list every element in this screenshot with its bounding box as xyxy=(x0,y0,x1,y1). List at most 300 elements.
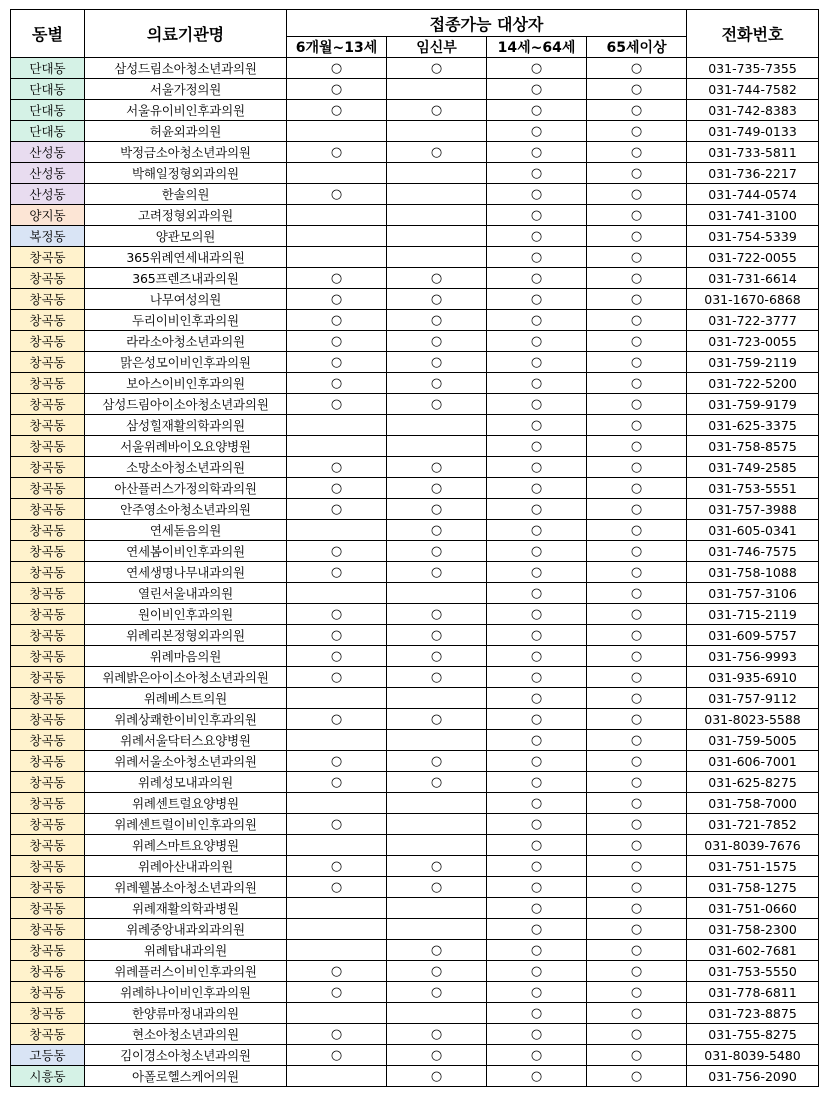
cell-eligibility-4 xyxy=(587,814,687,835)
cell-eligibility-4 xyxy=(587,646,687,667)
header-institution: 의료기관명 xyxy=(85,10,287,58)
cell-eligibility-2 xyxy=(387,667,487,688)
table-row xyxy=(11,835,819,856)
cell-eligibility-4 xyxy=(587,856,687,877)
circle-mark-icon: ○ xyxy=(530,271,543,286)
circle-mark-icon: ○ xyxy=(630,985,643,1000)
circle-mark-icon: ○ xyxy=(430,271,443,286)
cell-dong: 복정동 xyxy=(11,226,85,247)
cell-institution-name: 서울가정의원 xyxy=(85,79,287,100)
circle-mark-icon: ○ xyxy=(630,649,643,664)
cell-eligibility-4 xyxy=(587,604,687,625)
cell-eligibility-4 xyxy=(587,1003,687,1024)
cell-phone: 031-757-3988 xyxy=(687,499,819,520)
cell-dong: 창곡동 xyxy=(11,772,85,793)
cell-phone: 031-744-0574 xyxy=(687,184,819,205)
circle-mark-icon: ○ xyxy=(530,376,543,391)
circle-mark-icon: ○ xyxy=(530,565,543,580)
cell-dong: 단대동 xyxy=(11,79,85,100)
cell-dong: 창곡동 xyxy=(11,1024,85,1045)
cell-eligibility-4 xyxy=(587,667,687,688)
cell-phone: 031-759-5005 xyxy=(687,730,819,751)
cell-dong: 창곡동 xyxy=(11,625,85,646)
cell-eligibility-2 xyxy=(387,436,487,457)
circle-mark-icon: ○ xyxy=(530,901,543,916)
header-age-14-64: 14세~64세 xyxy=(487,37,587,58)
cell-phone: 031-749-2585 xyxy=(687,457,819,478)
table-row xyxy=(11,457,819,478)
circle-mark-icon: ○ xyxy=(630,733,643,748)
cell-institution-name: 위례탑내과의원 xyxy=(85,940,287,961)
circle-mark-icon: ○ xyxy=(630,943,643,958)
cell-eligibility-3 xyxy=(487,541,587,562)
cell-phone: 031-758-7000 xyxy=(687,793,819,814)
cell-eligibility-4 xyxy=(587,163,687,184)
cell-eligibility-2 xyxy=(387,835,487,856)
cell-dong: 창곡동 xyxy=(11,709,85,730)
circle-mark-icon: ○ xyxy=(530,1069,543,1084)
table-row xyxy=(11,1066,819,1087)
table-row xyxy=(11,415,819,436)
cell-eligibility-2 xyxy=(387,856,487,877)
circle-mark-icon: ○ xyxy=(430,103,443,118)
cell-eligibility-2 xyxy=(387,268,487,289)
circle-mark-icon: ○ xyxy=(630,1006,643,1021)
circle-mark-icon: ○ xyxy=(330,1027,343,1042)
cell-eligibility-4 xyxy=(587,310,687,331)
cell-eligibility-3 xyxy=(487,667,587,688)
cell-eligibility-4 xyxy=(587,247,687,268)
cell-eligibility-2 xyxy=(387,709,487,730)
cell-eligibility-1 xyxy=(287,856,387,877)
cell-institution-name: 서울위례바이오요양병원 xyxy=(85,436,287,457)
cell-dong: 창곡동 xyxy=(11,814,85,835)
cell-eligibility-1 xyxy=(287,142,387,163)
cell-eligibility-3 xyxy=(487,289,587,310)
circle-mark-icon: ○ xyxy=(630,418,643,433)
cell-eligibility-4 xyxy=(587,982,687,1003)
table-row xyxy=(11,121,819,142)
table-row xyxy=(11,436,819,457)
cell-phone: 031-759-9179 xyxy=(687,394,819,415)
circle-mark-icon: ○ xyxy=(430,355,443,370)
cell-eligibility-4 xyxy=(587,541,687,562)
cell-eligibility-2 xyxy=(387,121,487,142)
table-row xyxy=(11,289,819,310)
cell-dong: 창곡동 xyxy=(11,919,85,940)
cell-eligibility-1 xyxy=(287,100,387,121)
cell-dong: 창곡동 xyxy=(11,898,85,919)
cell-institution-name: 위례리본정형외과의원 xyxy=(85,625,287,646)
cell-eligibility-3 xyxy=(487,1003,587,1024)
cell-phone: 031-723-8875 xyxy=(687,1003,819,1024)
cell-eligibility-1 xyxy=(287,961,387,982)
cell-eligibility-1 xyxy=(287,688,387,709)
circle-mark-icon: ○ xyxy=(630,376,643,391)
cell-phone: 031-757-3106 xyxy=(687,583,819,604)
circle-mark-icon: ○ xyxy=(530,817,543,832)
cell-phone: 031-722-3777 xyxy=(687,310,819,331)
cell-eligibility-3 xyxy=(487,310,587,331)
cell-eligibility-3 xyxy=(487,499,587,520)
circle-mark-icon: ○ xyxy=(430,1048,443,1063)
cell-eligibility-2 xyxy=(387,646,487,667)
circle-mark-icon: ○ xyxy=(530,964,543,979)
cell-eligibility-2 xyxy=(387,457,487,478)
cell-eligibility-4 xyxy=(587,352,687,373)
cell-dong: 창곡동 xyxy=(11,247,85,268)
cell-eligibility-1 xyxy=(287,205,387,226)
circle-mark-icon: ○ xyxy=(530,124,543,139)
cell-eligibility-1 xyxy=(287,499,387,520)
cell-phone: 031-757-9112 xyxy=(687,688,819,709)
cell-eligibility-3 xyxy=(487,814,587,835)
cell-institution-name: 위례서울소아청소년과의원 xyxy=(85,751,287,772)
circle-mark-icon: ○ xyxy=(630,796,643,811)
cell-institution-name: 한양류마정내과의원 xyxy=(85,1003,287,1024)
cell-eligibility-3 xyxy=(487,373,587,394)
cell-phone: 031-758-1275 xyxy=(687,877,819,898)
cell-eligibility-2 xyxy=(387,310,487,331)
cell-eligibility-2 xyxy=(387,352,487,373)
circle-mark-icon: ○ xyxy=(630,607,643,622)
circle-mark-icon: ○ xyxy=(530,313,543,328)
cell-dong: 창곡동 xyxy=(11,331,85,352)
table-row xyxy=(11,961,819,982)
circle-mark-icon: ○ xyxy=(630,397,643,412)
circle-mark-icon: ○ xyxy=(530,670,543,685)
circle-mark-icon: ○ xyxy=(530,712,543,727)
cell-institution-name: 위례하나이비인후과의원 xyxy=(85,982,287,1003)
cell-eligibility-4 xyxy=(587,373,687,394)
cell-dong: 창곡동 xyxy=(11,961,85,982)
cell-phone: 031-722-0055 xyxy=(687,247,819,268)
circle-mark-icon: ○ xyxy=(530,1027,543,1042)
cell-phone: 031-758-8575 xyxy=(687,436,819,457)
circle-mark-icon: ○ xyxy=(430,754,443,769)
cell-eligibility-2 xyxy=(387,982,487,1003)
circle-mark-icon: ○ xyxy=(330,1048,343,1063)
circle-mark-icon: ○ xyxy=(430,61,443,76)
table-row xyxy=(11,814,819,835)
cell-eligibility-1 xyxy=(287,751,387,772)
cell-eligibility-4 xyxy=(587,457,687,478)
cell-eligibility-1 xyxy=(287,1066,387,1087)
cell-eligibility-1 xyxy=(287,730,387,751)
cell-dong: 창곡동 xyxy=(11,520,85,541)
circle-mark-icon: ○ xyxy=(530,838,543,853)
circle-mark-icon: ○ xyxy=(630,712,643,727)
cell-eligibility-1 xyxy=(287,247,387,268)
circle-mark-icon: ○ xyxy=(530,229,543,244)
circle-mark-icon: ○ xyxy=(330,607,343,622)
cell-eligibility-1 xyxy=(287,478,387,499)
cell-eligibility-4 xyxy=(587,1066,687,1087)
circle-mark-icon: ○ xyxy=(330,313,343,328)
cell-eligibility-1 xyxy=(287,646,387,667)
cell-eligibility-2 xyxy=(387,898,487,919)
circle-mark-icon: ○ xyxy=(430,607,443,622)
cell-dong: 고등동 xyxy=(11,1045,85,1066)
circle-mark-icon: ○ xyxy=(430,1069,443,1084)
circle-mark-icon: ○ xyxy=(630,355,643,370)
circle-mark-icon: ○ xyxy=(330,985,343,1000)
cell-eligibility-2 xyxy=(387,289,487,310)
cell-eligibility-2 xyxy=(387,814,487,835)
cell-eligibility-1 xyxy=(287,415,387,436)
table-row xyxy=(11,499,819,520)
circle-mark-icon: ○ xyxy=(530,775,543,790)
circle-mark-icon: ○ xyxy=(330,817,343,832)
cell-eligibility-3 xyxy=(487,142,587,163)
cell-eligibility-4 xyxy=(587,583,687,604)
circle-mark-icon: ○ xyxy=(630,922,643,937)
circle-mark-icon: ○ xyxy=(530,460,543,475)
cell-eligibility-4 xyxy=(587,1024,687,1045)
table-row xyxy=(11,373,819,394)
circle-mark-icon: ○ xyxy=(630,859,643,874)
cell-eligibility-2 xyxy=(387,772,487,793)
cell-institution-name: 위례서울닥터스요양병원 xyxy=(85,730,287,751)
cell-phone: 031-759-2119 xyxy=(687,352,819,373)
circle-mark-icon: ○ xyxy=(530,607,543,622)
table-row xyxy=(11,478,819,499)
cell-eligibility-1 xyxy=(287,562,387,583)
cell-institution-name: 허윤외과의원 xyxy=(85,121,287,142)
cell-phone: 031-756-9993 xyxy=(687,646,819,667)
cell-dong: 단대동 xyxy=(11,100,85,121)
circle-mark-icon: ○ xyxy=(330,649,343,664)
circle-mark-icon: ○ xyxy=(630,586,643,601)
circle-mark-icon: ○ xyxy=(430,376,443,391)
table-row xyxy=(11,268,819,289)
cell-dong: 창곡동 xyxy=(11,751,85,772)
table-row xyxy=(11,1045,819,1066)
cell-dong: 산성동 xyxy=(11,142,85,163)
circle-mark-icon: ○ xyxy=(530,292,543,307)
cell-phone: 031-8023-5588 xyxy=(687,709,819,730)
circle-mark-icon: ○ xyxy=(330,61,343,76)
cell-eligibility-4 xyxy=(587,331,687,352)
cell-dong: 창곡동 xyxy=(11,1003,85,1024)
cell-eligibility-4 xyxy=(587,919,687,940)
cell-eligibility-1 xyxy=(287,226,387,247)
cell-dong: 창곡동 xyxy=(11,856,85,877)
circle-mark-icon: ○ xyxy=(530,502,543,517)
circle-mark-icon: ○ xyxy=(530,439,543,454)
circle-mark-icon: ○ xyxy=(430,481,443,496)
cell-eligibility-3 xyxy=(487,835,587,856)
cell-eligibility-3 xyxy=(487,688,587,709)
cell-eligibility-3 xyxy=(487,982,587,1003)
circle-mark-icon: ○ xyxy=(330,775,343,790)
cell-eligibility-2 xyxy=(387,205,487,226)
cell-eligibility-1 xyxy=(287,667,387,688)
circle-mark-icon: ○ xyxy=(530,922,543,937)
table-row xyxy=(11,982,819,1003)
cell-phone: 031-715-2119 xyxy=(687,604,819,625)
cell-eligibility-2 xyxy=(387,793,487,814)
header-phone: 전화번호 xyxy=(687,10,819,58)
cell-institution-name: 박정금소아청소년과의원 xyxy=(85,142,287,163)
cell-eligibility-2 xyxy=(387,730,487,751)
cell-dong: 산성동 xyxy=(11,184,85,205)
clinic-table xyxy=(10,9,819,1087)
cell-phone: 031-625-3375 xyxy=(687,415,819,436)
cell-eligibility-3 xyxy=(487,415,587,436)
cell-institution-name: 한솔의원 xyxy=(85,184,287,205)
circle-mark-icon: ○ xyxy=(630,103,643,118)
cell-eligibility-2 xyxy=(387,625,487,646)
table-row xyxy=(11,625,819,646)
cell-eligibility-2 xyxy=(387,142,487,163)
cell-phone: 031-755-8275 xyxy=(687,1024,819,1045)
circle-mark-icon: ○ xyxy=(630,775,643,790)
cell-institution-name: 양관모의원 xyxy=(85,226,287,247)
circle-mark-icon: ○ xyxy=(430,397,443,412)
cell-eligibility-4 xyxy=(587,268,687,289)
cell-institution-name: 365프렌즈내과의원 xyxy=(85,268,287,289)
circle-mark-icon: ○ xyxy=(330,880,343,895)
circle-mark-icon: ○ xyxy=(330,397,343,412)
cell-eligibility-1 xyxy=(287,814,387,835)
cell-eligibility-1 xyxy=(287,457,387,478)
table-row xyxy=(11,541,819,562)
circle-mark-icon: ○ xyxy=(530,82,543,97)
cell-eligibility-1 xyxy=(287,79,387,100)
circle-mark-icon: ○ xyxy=(330,334,343,349)
cell-institution-name: 연세봄이비인후과의원 xyxy=(85,541,287,562)
circle-mark-icon: ○ xyxy=(430,334,443,349)
cell-institution-name: 위례플러스이비인후과의원 xyxy=(85,961,287,982)
table-row xyxy=(11,1024,819,1045)
cell-dong: 창곡동 xyxy=(11,310,85,331)
cell-dong: 창곡동 xyxy=(11,289,85,310)
cell-institution-name: 위례센트럴요양병원 xyxy=(85,793,287,814)
cell-eligibility-2 xyxy=(387,415,487,436)
cell-eligibility-4 xyxy=(587,625,687,646)
cell-dong: 창곡동 xyxy=(11,688,85,709)
cell-eligibility-2 xyxy=(387,919,487,940)
cell-eligibility-3 xyxy=(487,247,587,268)
circle-mark-icon: ○ xyxy=(430,880,443,895)
cell-eligibility-3 xyxy=(487,226,587,247)
cell-eligibility-2 xyxy=(387,1003,487,1024)
circle-mark-icon: ○ xyxy=(630,964,643,979)
cell-dong: 창곡동 xyxy=(11,352,85,373)
circle-mark-icon: ○ xyxy=(630,901,643,916)
cell-eligibility-4 xyxy=(587,688,687,709)
circle-mark-icon: ○ xyxy=(330,376,343,391)
cell-eligibility-4 xyxy=(587,79,687,100)
circle-mark-icon: ○ xyxy=(630,544,643,559)
cell-eligibility-2 xyxy=(387,79,487,100)
header-age-65plus: 65세이상 xyxy=(587,37,687,58)
circle-mark-icon: ○ xyxy=(630,187,643,202)
circle-mark-icon: ○ xyxy=(630,334,643,349)
circle-mark-icon: ○ xyxy=(430,544,443,559)
cell-eligibility-1 xyxy=(287,163,387,184)
cell-dong: 산성동 xyxy=(11,163,85,184)
cell-institution-name: 위례아산내과의원 xyxy=(85,856,287,877)
cell-eligibility-1 xyxy=(287,268,387,289)
cell-eligibility-2 xyxy=(387,226,487,247)
cell-eligibility-4 xyxy=(587,730,687,751)
cell-phone: 031-721-7852 xyxy=(687,814,819,835)
cell-eligibility-1 xyxy=(287,982,387,1003)
cell-institution-name: 고려정형외과의원 xyxy=(85,205,287,226)
circle-mark-icon: ○ xyxy=(530,985,543,1000)
circle-mark-icon: ○ xyxy=(630,250,643,265)
circle-mark-icon: ○ xyxy=(430,943,443,958)
circle-mark-icon: ○ xyxy=(530,187,543,202)
circle-mark-icon: ○ xyxy=(530,628,543,643)
cell-eligibility-2 xyxy=(387,1066,487,1087)
circle-mark-icon: ○ xyxy=(530,586,543,601)
cell-eligibility-2 xyxy=(387,604,487,625)
cell-institution-name: 연세생명나무내과의원 xyxy=(85,562,287,583)
cell-phone: 031-722-5200 xyxy=(687,373,819,394)
cell-eligibility-1 xyxy=(287,1003,387,1024)
cell-dong: 시흥동 xyxy=(11,1066,85,1087)
cell-eligibility-3 xyxy=(487,457,587,478)
cell-institution-name: 위례마음의원 xyxy=(85,646,287,667)
cell-eligibility-1 xyxy=(287,436,387,457)
cell-institution-name: 위례스마트요양병원 xyxy=(85,835,287,856)
cell-dong: 창곡동 xyxy=(11,436,85,457)
cell-institution-name: 삼성드림아이소아청소년과의원 xyxy=(85,394,287,415)
cell-eligibility-4 xyxy=(587,478,687,499)
cell-eligibility-4 xyxy=(587,1045,687,1066)
table-row xyxy=(11,520,819,541)
cell-dong: 창곡동 xyxy=(11,394,85,415)
circle-mark-icon: ○ xyxy=(630,817,643,832)
cell-institution-name: 위례베스트의원 xyxy=(85,688,287,709)
header-dong: 동별 xyxy=(11,10,85,58)
circle-mark-icon: ○ xyxy=(430,649,443,664)
circle-mark-icon: ○ xyxy=(530,481,543,496)
cell-eligibility-4 xyxy=(587,898,687,919)
cell-phone: 031-935-6910 xyxy=(687,667,819,688)
cell-eligibility-1 xyxy=(287,604,387,625)
circle-mark-icon: ○ xyxy=(630,838,643,853)
cell-eligibility-3 xyxy=(487,268,587,289)
cell-eligibility-4 xyxy=(587,877,687,898)
cell-eligibility-2 xyxy=(387,163,487,184)
circle-mark-icon: ○ xyxy=(330,271,343,286)
cell-institution-name: 위례밝은아이소아청소년과의원 xyxy=(85,667,287,688)
cell-eligibility-2 xyxy=(387,373,487,394)
cell-institution-name: 삼성힐재활의학과의원 xyxy=(85,415,287,436)
cell-institution-name: 삼성드림소아청소년과의원 xyxy=(85,58,287,79)
cell-eligibility-3 xyxy=(487,394,587,415)
circle-mark-icon: ○ xyxy=(630,523,643,538)
cell-institution-name: 서울유이비인후과의원 xyxy=(85,100,287,121)
circle-mark-icon: ○ xyxy=(430,670,443,685)
cell-institution-name: 위례상쾌한이비인후과의원 xyxy=(85,709,287,730)
circle-mark-icon: ○ xyxy=(330,712,343,727)
circle-mark-icon: ○ xyxy=(630,229,643,244)
circle-mark-icon: ○ xyxy=(530,1006,543,1021)
cell-eligibility-2 xyxy=(387,247,487,268)
cell-institution-name: 위례센트럴이비인후과의원 xyxy=(85,814,287,835)
cell-dong: 창곡동 xyxy=(11,604,85,625)
table-row xyxy=(11,646,819,667)
cell-eligibility-4 xyxy=(587,289,687,310)
cell-eligibility-1 xyxy=(287,877,387,898)
cell-eligibility-3 xyxy=(487,604,587,625)
cell-eligibility-1 xyxy=(287,58,387,79)
